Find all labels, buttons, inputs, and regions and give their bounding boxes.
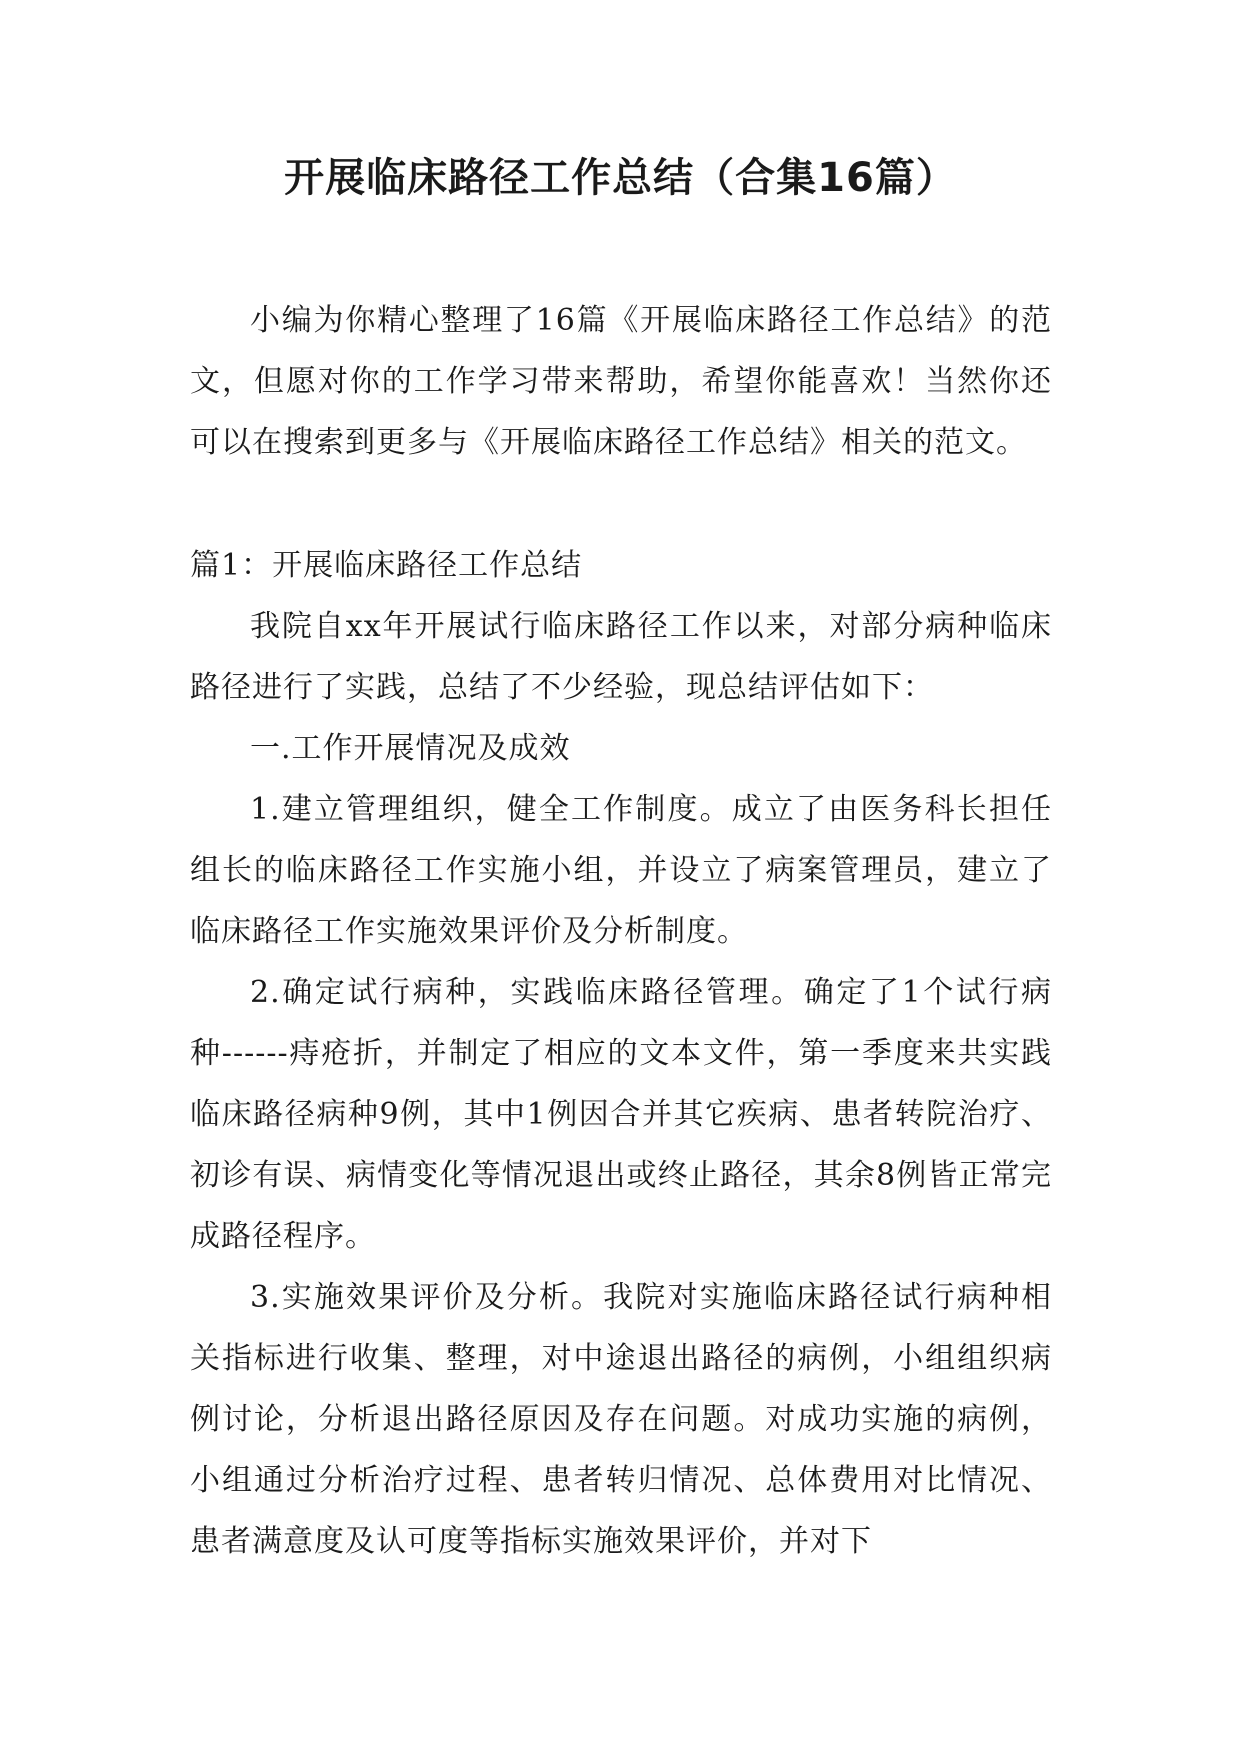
subheading-paragraph: 一.工作开展情况及成效 <box>250 731 571 766</box>
section-heading: 篇1：开展临床路径工作总结 <box>190 548 583 583</box>
body-paragraph: 3.实施效果评价及分析。我院对实施临床路径试行病种相关指标进行收集、整理，对中途退出路径的病例，小组组织病例讨论，分析退出路径原因及存在问题。对成功实施的病例，小组通过分析治疗过程、患者转归情况、总体费用对比情况、患者满意度及认可度等指标实施效果评价，并对下 <box>190 1280 1052 1559</box>
document-body <box>190 290 1052 1572</box>
body-paragraph: 1.建立管理组织，健全工作制度。成立了由医务科长担任组长的临床路径工作实施小组，并设立了病案管理员，建立了临床路径工作实施效果评价及分析制度。 <box>190 792 1052 949</box>
intro-paragraph: 小编为你精心整理了16篇《开展临床路径工作总结》的范文，但愿对你的工作学习带来帮助，希望你能喜欢！当然你还可以在搜索到更多与《开展临床路径工作总结》相关的范文。 <box>190 303 1052 460</box>
body-paragraph: 我院自xx年开展试行临床路径工作以来，对部分病种临床路径进行了实践，总结了不少经验，现总结评估如下： <box>190 609 1052 705</box>
document-title: 开展临床路径工作总结（合集16篇） <box>284 155 957 201</box>
spacer <box>190 473 1052 535</box>
body-paragraph: 2.确定试行病种，实践临床路径管理。确定了1个试行病种------痔疮折，并制定了相应的文本文件，第一季度来共实践临床路径病种9例，其中1例因合并其它疾病、患者转院治疗、初诊有误、病情变化等情况退出或终止路径，其余8例皆正常完成路径程序。 <box>190 975 1052 1254</box>
